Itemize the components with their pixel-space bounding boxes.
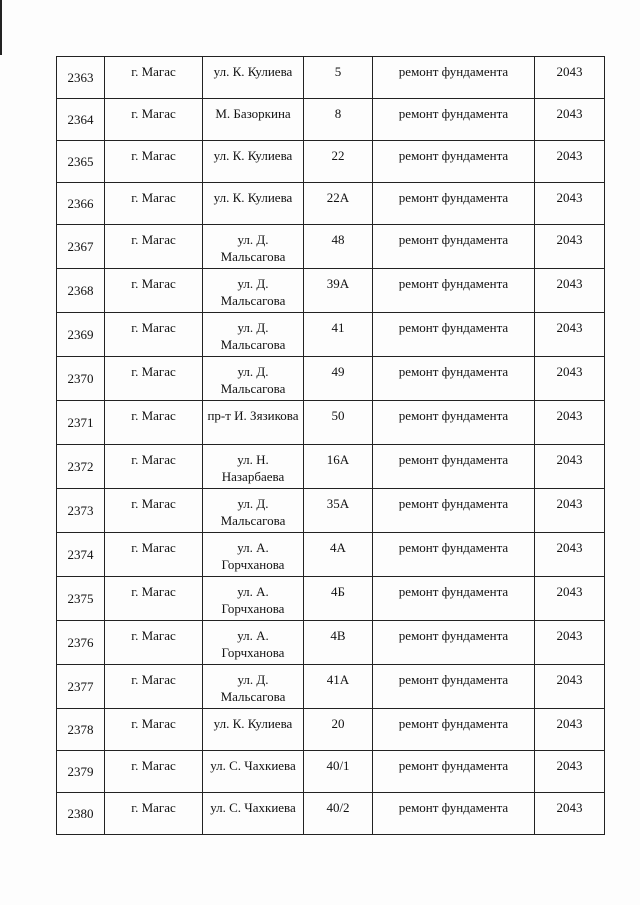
year-cell: 2043 xyxy=(535,793,605,835)
work-type-cell: ремонт фундамента xyxy=(373,445,535,489)
year-cell: 2043 xyxy=(535,269,605,313)
table-row xyxy=(57,57,605,99)
row-number-cell: 2363 xyxy=(57,57,105,99)
table-row xyxy=(57,99,605,141)
work-type-cell: ремонт фундамента xyxy=(373,141,535,183)
city-cell: г. Магас xyxy=(105,183,203,225)
row-number-cell: 2376 xyxy=(57,621,105,665)
year-cell: 2043 xyxy=(535,621,605,665)
row-number-cell: 2379 xyxy=(57,751,105,793)
table-row xyxy=(57,141,605,183)
house-number-cell: 4В xyxy=(304,621,373,665)
table-row xyxy=(57,357,605,401)
house-number-cell: 49 xyxy=(304,357,373,401)
table-row xyxy=(57,665,605,709)
work-type-cell: ремонт фундамента xyxy=(373,621,535,665)
city-cell: г. Магас xyxy=(105,793,203,835)
street-cell: ул. К. Кулиева xyxy=(203,709,304,751)
house-number-cell: 40/1 xyxy=(304,751,373,793)
street-cell: ул. К. Кулиева xyxy=(203,57,304,99)
city-cell: г. Магас xyxy=(105,57,203,99)
house-number-cell: 5 xyxy=(304,57,373,99)
street-cell: ул. Д. Мальсагова xyxy=(203,665,304,709)
city-cell: г. Магас xyxy=(105,709,203,751)
table-row xyxy=(57,577,605,621)
row-number-cell: 2365 xyxy=(57,141,105,183)
city-cell: г. Магас xyxy=(105,665,203,709)
house-number-cell: 16А xyxy=(304,445,373,489)
row-number-cell: 2367 xyxy=(57,225,105,269)
row-number-cell: 2366 xyxy=(57,183,105,225)
year-cell: 2043 xyxy=(535,489,605,533)
house-number-cell: 41А xyxy=(304,665,373,709)
house-number-cell: 4А xyxy=(304,533,373,577)
house-number-cell: 4Б xyxy=(304,577,373,621)
year-cell: 2043 xyxy=(535,57,605,99)
work-type-cell: ремонт фундамента xyxy=(373,709,535,751)
row-number-cell: 2373 xyxy=(57,489,105,533)
table-row xyxy=(57,751,605,793)
house-number-cell: 48 xyxy=(304,225,373,269)
city-cell: г. Магас xyxy=(105,533,203,577)
table-row xyxy=(57,489,605,533)
house-number-cell: 22 xyxy=(304,141,373,183)
row-number-cell: 2364 xyxy=(57,99,105,141)
year-cell: 2043 xyxy=(535,141,605,183)
city-cell: г. Магас xyxy=(105,99,203,141)
street-cell: ул. Н. Назарбаева xyxy=(203,445,304,489)
street-cell: ул. А. Горчханова xyxy=(203,621,304,665)
street-cell: пр-т И. Зязикова xyxy=(203,401,304,445)
row-number-cell: 2368 xyxy=(57,269,105,313)
city-cell: г. Магас xyxy=(105,577,203,621)
year-cell: 2043 xyxy=(535,577,605,621)
row-number-cell: 2372 xyxy=(57,445,105,489)
work-type-cell: ремонт фундамента xyxy=(373,57,535,99)
city-cell: г. Магас xyxy=(105,141,203,183)
year-cell: 2043 xyxy=(535,751,605,793)
year-cell: 2043 xyxy=(535,183,605,225)
house-number-cell: 35А xyxy=(304,489,373,533)
row-number-cell: 2380 xyxy=(57,793,105,835)
house-number-cell: 40/2 xyxy=(304,793,373,835)
year-cell: 2043 xyxy=(535,533,605,577)
house-number-cell: 22А xyxy=(304,183,373,225)
work-type-cell: ремонт фундамента xyxy=(373,751,535,793)
row-number-cell: 2370 xyxy=(57,357,105,401)
house-number-cell: 39А xyxy=(304,269,373,313)
work-type-cell: ремонт фундамента xyxy=(373,183,535,225)
table-row xyxy=(57,225,605,269)
street-cell: ул. Д. Мальсагова xyxy=(203,357,304,401)
year-cell: 2043 xyxy=(535,709,605,751)
work-type-cell: ремонт фундамента xyxy=(373,401,535,445)
table-row xyxy=(57,401,605,445)
row-number-cell: 2378 xyxy=(57,709,105,751)
work-type-cell: ремонт фундамента xyxy=(373,665,535,709)
street-cell: ул. К. Кулиева xyxy=(203,141,304,183)
work-type-cell: ремонт фундамента xyxy=(373,533,535,577)
year-cell: 2043 xyxy=(535,99,605,141)
work-type-cell: ремонт фундамента xyxy=(373,489,535,533)
table-body xyxy=(57,57,605,835)
work-type-cell: ремонт фундамента xyxy=(373,313,535,357)
house-number-cell: 20 xyxy=(304,709,373,751)
street-cell: ул. А. Горчханова xyxy=(203,533,304,577)
street-cell: ул. Д. Мальсагова xyxy=(203,489,304,533)
work-type-cell: ремонт фундамента xyxy=(373,793,535,835)
year-cell: 2043 xyxy=(535,401,605,445)
street-cell: ул. С. Чахкиева xyxy=(203,751,304,793)
work-type-cell: ремонт фундамента xyxy=(373,269,535,313)
row-number-cell: 2369 xyxy=(57,313,105,357)
table-row xyxy=(57,269,605,313)
work-type-cell: ремонт фундамента xyxy=(373,577,535,621)
row-number-cell: 2377 xyxy=(57,665,105,709)
street-cell: ул. Д. Мальсагова xyxy=(203,269,304,313)
table-row xyxy=(57,621,605,665)
street-cell: ул. Д. Мальсагова xyxy=(203,313,304,357)
table-row xyxy=(57,709,605,751)
city-cell: г. Магас xyxy=(105,489,203,533)
year-cell: 2043 xyxy=(535,445,605,489)
street-cell: ул. С. Чахкиева xyxy=(203,793,304,835)
street-cell: М. Базоркина xyxy=(203,99,304,141)
city-cell: г. Магас xyxy=(105,401,203,445)
table-row xyxy=(57,793,605,835)
table-row xyxy=(57,445,605,489)
year-cell: 2043 xyxy=(535,313,605,357)
row-number-cell: 2371 xyxy=(57,401,105,445)
table-row xyxy=(57,313,605,357)
year-cell: 2043 xyxy=(535,665,605,709)
house-number-cell: 41 xyxy=(304,313,373,357)
street-cell: ул. Д. Мальсагова xyxy=(203,225,304,269)
table-row xyxy=(57,183,605,225)
street-cell: ул. А. Горчханова xyxy=(203,577,304,621)
city-cell: г. Магас xyxy=(105,269,203,313)
table-row xyxy=(57,533,605,577)
city-cell: г. Магас xyxy=(105,357,203,401)
city-cell: г. Магас xyxy=(105,445,203,489)
house-number-cell: 8 xyxy=(304,99,373,141)
row-number-cell: 2374 xyxy=(57,533,105,577)
city-cell: г. Магас xyxy=(105,621,203,665)
year-cell: 2043 xyxy=(535,357,605,401)
work-type-cell: ремонт фундамента xyxy=(373,357,535,401)
year-cell: 2043 xyxy=(535,225,605,269)
city-cell: г. Магас xyxy=(105,751,203,793)
scan-edge-mark xyxy=(0,0,2,55)
row-number-cell: 2375 xyxy=(57,577,105,621)
city-cell: г. Магас xyxy=(105,313,203,357)
city-cell: г. Магас xyxy=(105,225,203,269)
housing-repair-table xyxy=(56,56,605,835)
work-type-cell: ремонт фундамента xyxy=(373,225,535,269)
house-number-cell: 50 xyxy=(304,401,373,445)
street-cell: ул. К. Кулиева xyxy=(203,183,304,225)
work-type-cell: ремонт фундамента xyxy=(373,99,535,141)
